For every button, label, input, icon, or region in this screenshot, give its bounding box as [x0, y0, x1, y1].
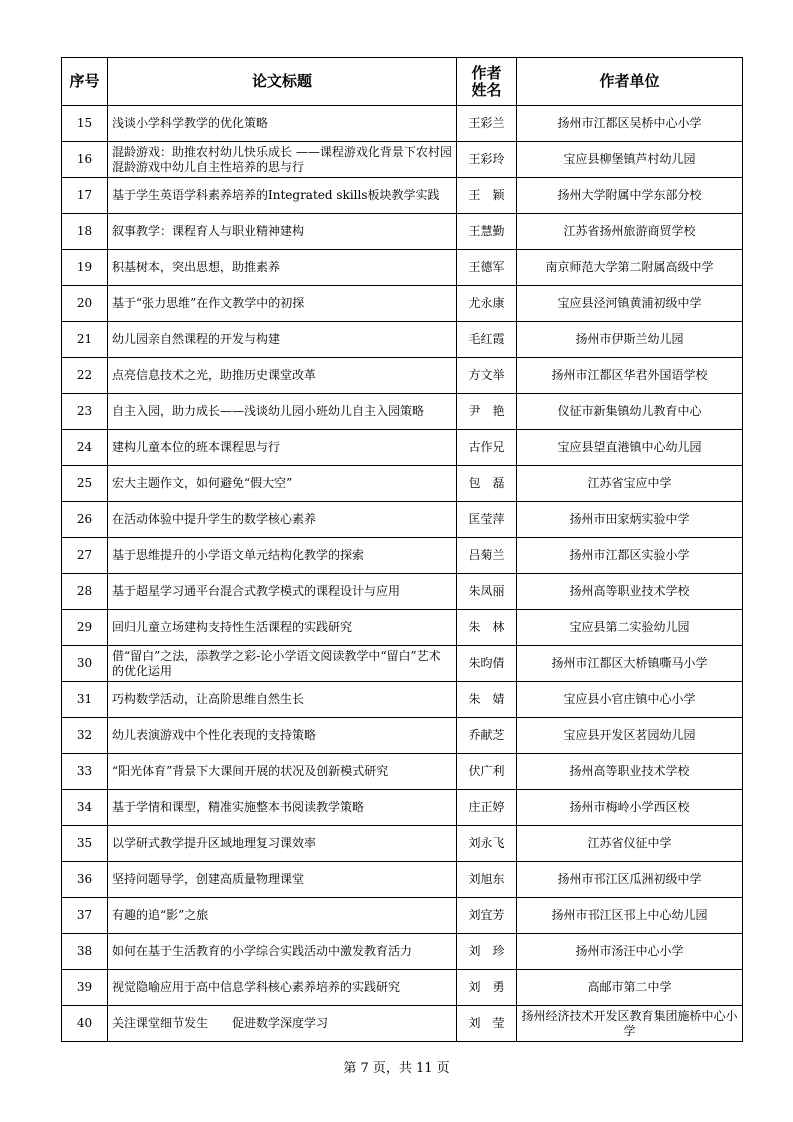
- cell-title: 巧构数学活动，让高阶思维自然生长: [108, 682, 457, 718]
- table-row: [62, 502, 743, 538]
- table-header: [62, 58, 743, 106]
- table-row: [62, 1006, 743, 1042]
- cell-title: 基于学生英语学科素养培养的Integrated skills板块教学实践: [108, 178, 457, 214]
- cell-author: 刘 珍: [457, 934, 517, 970]
- cell-no: 24: [62, 430, 108, 466]
- table-body: [62, 106, 743, 1042]
- cell-author: 包 磊: [457, 466, 517, 502]
- table-row: [62, 250, 743, 286]
- cell-unit: 宝应县望直港镇中心幼儿园: [517, 430, 743, 466]
- cell-unit: 扬州市江都区吴桥中心小学: [517, 106, 743, 142]
- cell-no: 26: [62, 502, 108, 538]
- cell-title: 以学研式教学提升区域地理复习课效率: [108, 826, 457, 862]
- cell-title: 基于学情和课型，精准实施整本书阅读教学策略: [108, 790, 457, 826]
- cell-author: 庄正婷: [457, 790, 517, 826]
- cell-author: 朱 林: [457, 610, 517, 646]
- table-row: [62, 826, 743, 862]
- cell-no: 19: [62, 250, 108, 286]
- table-row: [62, 610, 743, 646]
- cell-author: 王彩玲: [457, 142, 517, 178]
- table-row: [62, 682, 743, 718]
- cell-unit: 扬州市江都区实验小学: [517, 538, 743, 574]
- header-unit: 作者单位: [517, 58, 743, 106]
- cell-author: 刘旭东: [457, 862, 517, 898]
- cell-author: 朱 婧: [457, 682, 517, 718]
- table-row: [62, 646, 743, 682]
- cell-author: 匡莹萍: [457, 502, 517, 538]
- header-title: 论文标题: [108, 58, 457, 106]
- cell-no: 28: [62, 574, 108, 610]
- cell-no: 35: [62, 826, 108, 862]
- table-row: [62, 466, 743, 502]
- cell-unit: 扬州市田家炳实验中学: [517, 502, 743, 538]
- cell-unit: 扬州高等职业技术学校: [517, 754, 743, 790]
- cell-title: “阳光体育”背景下大课间开展的状况及创新模式研究: [108, 754, 457, 790]
- cell-no: 29: [62, 610, 108, 646]
- cell-author: 伏广利: [457, 754, 517, 790]
- cell-no: 25: [62, 466, 108, 502]
- cell-no: 23: [62, 394, 108, 430]
- cell-title: 如何在基于生活教育的小学综合实践活动中激发教育活力: [108, 934, 457, 970]
- cell-author: 王彩兰: [457, 106, 517, 142]
- cell-unit: 扬州市伊斯兰幼儿园: [517, 322, 743, 358]
- cell-no: 18: [62, 214, 108, 250]
- cell-no: 20: [62, 286, 108, 322]
- cell-unit: 南京师范大学第二附属高级中学: [517, 250, 743, 286]
- cell-author: 乔献芝: [457, 718, 517, 754]
- cell-author: 刘 勇: [457, 970, 517, 1006]
- table-row: [62, 322, 743, 358]
- cell-no: 15: [62, 106, 108, 142]
- cell-author: 刘 莹: [457, 1006, 517, 1042]
- cell-no: 36: [62, 862, 108, 898]
- cell-title: 建构儿童本位的班本课程思与行: [108, 430, 457, 466]
- cell-unit: 扬州高等职业技术学校: [517, 574, 743, 610]
- table-row: [62, 790, 743, 826]
- cell-unit: 扬州市梅岭小学西区校: [517, 790, 743, 826]
- cell-unit: 江苏省仪征中学: [517, 826, 743, 862]
- cell-author: 王 颖: [457, 178, 517, 214]
- cell-title: 基于超星学习通平台混合式教学模式的课程设计与应用: [108, 574, 457, 610]
- cell-unit: 宝应县泾河镇黄浦初级中学: [517, 286, 743, 322]
- cell-unit: 扬州市江都区大桥镇嘶马小学: [517, 646, 743, 682]
- cell-unit: 仪征市新集镇幼儿教育中心: [517, 394, 743, 430]
- cell-unit: 扬州大学附属中学东部分校: [517, 178, 743, 214]
- cell-title: 坚持问题导学，创建高质量物理课堂: [108, 862, 457, 898]
- cell-author: 毛红霞: [457, 322, 517, 358]
- cell-author: 刘永飞: [457, 826, 517, 862]
- cell-no: 37: [62, 898, 108, 934]
- cell-unit: 扬州经济技术开发区教育集团施桥中心小学: [517, 1006, 743, 1042]
- cell-no: 30: [62, 646, 108, 682]
- cell-author: 王慧勤: [457, 214, 517, 250]
- cell-no: 33: [62, 754, 108, 790]
- cell-title: 点亮信息技术之光，助推历史课堂改革: [108, 358, 457, 394]
- papers-table: [61, 57, 743, 1042]
- page-footer: 第 7 页，共 11 页: [343, 1061, 450, 1076]
- cell-author: 刘宜芳: [457, 898, 517, 934]
- cell-no: 21: [62, 322, 108, 358]
- cell-title: 幼儿园亲自然课程的开发与构建: [108, 322, 457, 358]
- table-row: [62, 214, 743, 250]
- cell-author: 尹 艳: [457, 394, 517, 430]
- table-row: [62, 898, 743, 934]
- table-row: [62, 574, 743, 610]
- table-row: [62, 754, 743, 790]
- cell-no: 38: [62, 934, 108, 970]
- cell-unit: 扬州市邗江区邗上中心幼儿园: [517, 898, 743, 934]
- cell-author: 王德军: [457, 250, 517, 286]
- table-row: [62, 106, 743, 142]
- cell-no: 34: [62, 790, 108, 826]
- table-row: [62, 862, 743, 898]
- table-row: [62, 178, 743, 214]
- cell-unit: 江苏省扬州旅游商贸学校: [517, 214, 743, 250]
- cell-unit: 宝应县小官庄镇中心小学: [517, 682, 743, 718]
- table-row: [62, 538, 743, 574]
- cell-no: 22: [62, 358, 108, 394]
- cell-no: 40: [62, 1006, 108, 1042]
- header-row: [62, 58, 743, 106]
- cell-unit: 扬州市邗江区瓜洲初级中学: [517, 862, 743, 898]
- cell-author: 方文举: [457, 358, 517, 394]
- cell-title: 借“留白”之法，添教学之彩-论小学语文阅读教学中“留白”艺术的优化运用: [108, 646, 457, 682]
- cell-unit: 江苏省宝应中学: [517, 466, 743, 502]
- cell-title: 基于“张力思维”在作文教学中的初探: [108, 286, 457, 322]
- cell-author: 古作兄: [457, 430, 517, 466]
- cell-title: 基于思维提升的小学语文单元结构化教学的探索: [108, 538, 457, 574]
- table-row: [62, 934, 743, 970]
- cell-no: 27: [62, 538, 108, 574]
- cell-author: 朱昀倩: [457, 646, 517, 682]
- cell-unit: 宝应县第二实验幼儿园: [517, 610, 743, 646]
- cell-title: 混龄游戏：助推农村幼儿快乐成长 ——课程游戏化背景下农村园混龄游戏中幼儿自主性培养的思与行: [108, 142, 457, 178]
- header-author: 作者姓名: [457, 58, 517, 106]
- cell-title: 关注课堂细节发生 促进数学深度学习: [108, 1006, 457, 1042]
- cell-title: 叙事教学：课程育人与职业精神建构: [108, 214, 457, 250]
- table-row: [62, 718, 743, 754]
- cell-title: 回归儿童立场建构支持性生活课程的实践研究: [108, 610, 457, 646]
- cell-unit: 宝应县柳堡镇芦村幼儿园: [517, 142, 743, 178]
- cell-title: 在活动体验中提升学生的数学核心素养: [108, 502, 457, 538]
- table-row: [62, 970, 743, 1006]
- cell-title: 有趣的追“影”之旅: [108, 898, 457, 934]
- cell-title: 浅谈小学科学教学的优化策略: [108, 106, 457, 142]
- header-no: 序号: [62, 58, 108, 106]
- table-row: [62, 142, 743, 178]
- table-row: [62, 358, 743, 394]
- cell-author: 尤永康: [457, 286, 517, 322]
- cell-title: 视觉隐喻应用于高中信息学科核心素养培养的实践研究: [108, 970, 457, 1006]
- cell-unit: 扬州市江都区华君外国语学校: [517, 358, 743, 394]
- cell-title: 幼儿表演游戏中个性化表现的支持策略: [108, 718, 457, 754]
- table-row: [62, 394, 743, 430]
- cell-no: 39: [62, 970, 108, 1006]
- cell-no: 32: [62, 718, 108, 754]
- cell-unit: 高邮市第二中学: [517, 970, 743, 1006]
- cell-title: 自主入园，助力成长——浅谈幼儿园小班幼儿自主入园策略: [108, 394, 457, 430]
- cell-no: 16: [62, 142, 108, 178]
- table-row: [62, 430, 743, 466]
- cell-author: 吕菊兰: [457, 538, 517, 574]
- cell-title: 宏大主题作文，如何避免“假大空”: [108, 466, 457, 502]
- cell-author: 朱凤丽: [457, 574, 517, 610]
- cell-no: 31: [62, 682, 108, 718]
- cell-no: 17: [62, 178, 108, 214]
- cell-unit: 宝应县开发区茗园幼儿园: [517, 718, 743, 754]
- cell-title: 积基树本，突出思想，助推素养: [108, 250, 457, 286]
- table-row: [62, 286, 743, 322]
- cell-unit: 扬州市汤汪中心小学: [517, 934, 743, 970]
